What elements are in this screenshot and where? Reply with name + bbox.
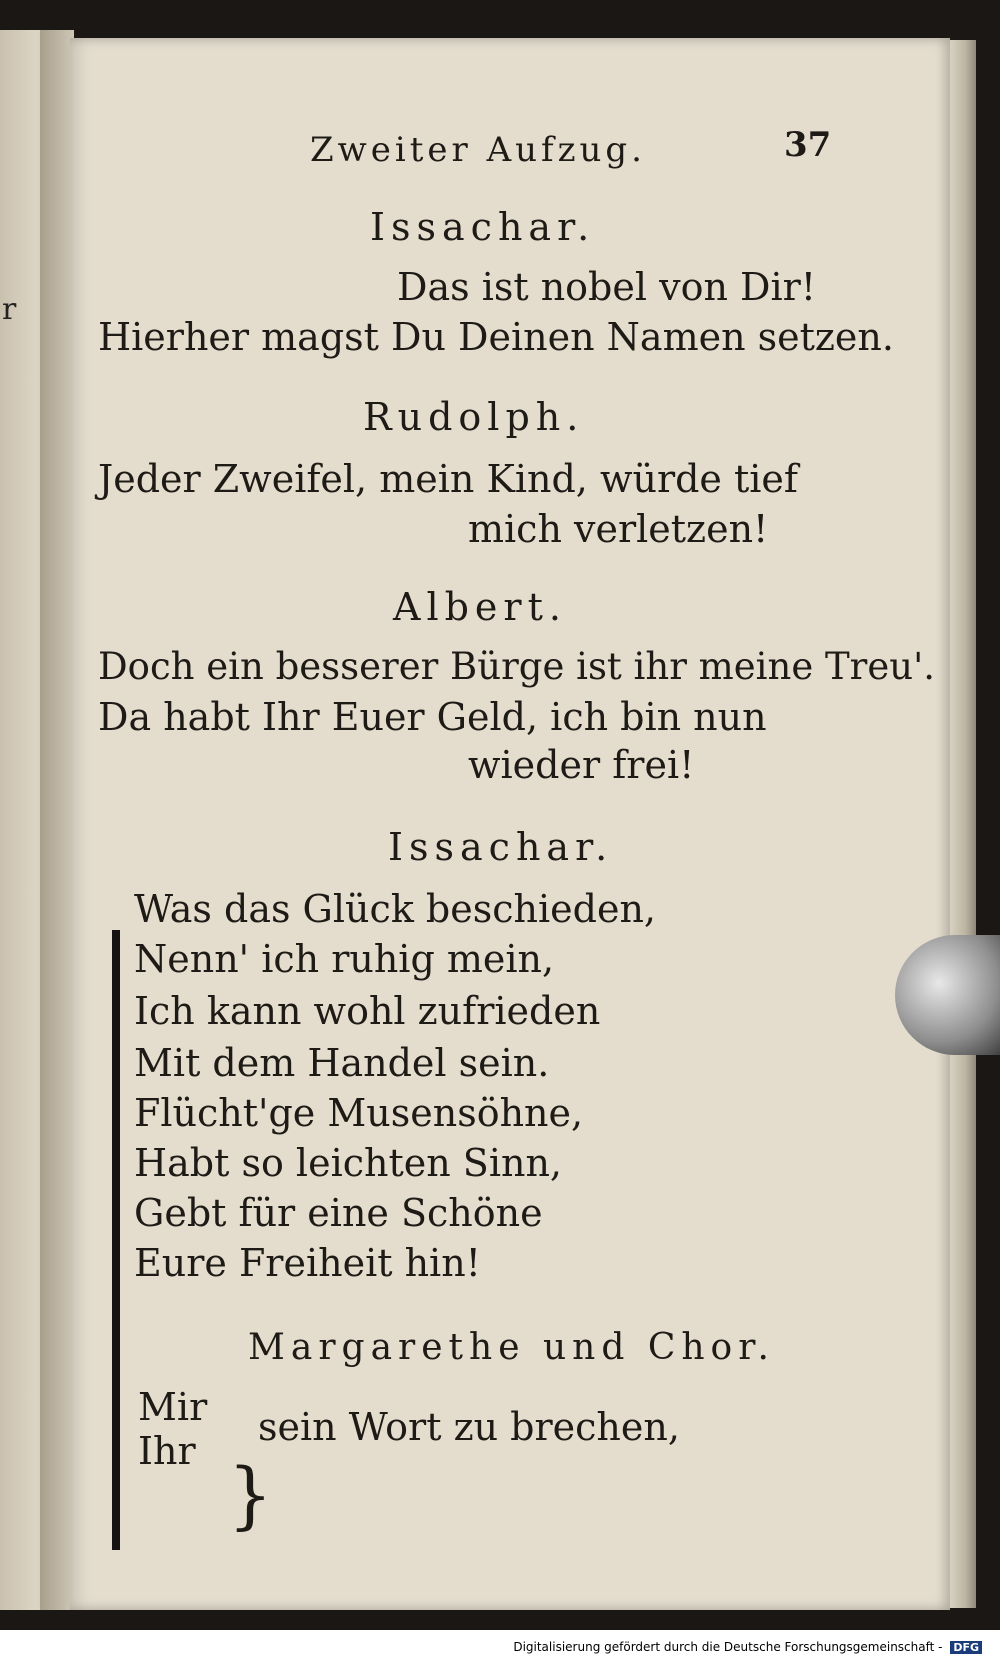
footer-credit [513, 1640, 982, 1654]
page-stack-edge [950, 40, 976, 1608]
song-line: Ich kann wohl zufrieden [134, 989, 601, 1033]
verse-line: mich verletzen! [468, 507, 769, 551]
speaker-variant-mir: Mir [138, 1385, 208, 1429]
verse-line: Hierher magst Du Deinen Namen setzen. [98, 315, 894, 359]
song-line: Habt so leichten Sinn, [134, 1141, 563, 1185]
footer-credit-text: Digitalisierung gefördert durch die Deutsche Forschungsgemeinschaft - [513, 1640, 943, 1654]
speaker-albert: Albert. [393, 585, 567, 629]
song-line: Flücht'ge Musensöhne, [134, 1091, 584, 1135]
book-gutter [40, 30, 74, 1610]
digitization-footer [0, 1630, 1000, 1665]
song-line: Eure Freiheit hin! [134, 1241, 481, 1285]
verse-line: Da habt Ihr Euer Geld, ich bin nun [98, 695, 767, 739]
speaker-issachar: Issachar. [388, 825, 614, 869]
speaker-margarethe-chor: Margarethe und Chor. [248, 1327, 775, 1368]
verse-line: wieder frei! [468, 743, 695, 787]
margin-bar [112, 930, 120, 1550]
verse-line: Jeder Zweifel, mein Kind, würde tief [98, 457, 798, 501]
song-line: Gebt für eine Schöne [134, 1191, 543, 1235]
song-line: Nenn' ich ruhig mein, [134, 937, 555, 981]
speaker-variant-ihr: Ihr [138, 1429, 196, 1473]
verse-line: Doch ein besserer Bürge ist ihr meine Treu'. [98, 645, 935, 688]
page-number: 37 [784, 125, 832, 165]
verse-line: Das ist nobel von Dir! [397, 265, 817, 309]
song-line: sein Wort zu brechen, [258, 1405, 680, 1449]
song-line: Was das Glück beschieden, [134, 887, 656, 931]
speaker-rudolph: Rudolph. [363, 395, 585, 439]
brace-symbol: } [228, 1451, 273, 1539]
song-line: Mit dem Handel sein. [134, 1041, 550, 1085]
facing-page-text: r [2, 292, 17, 327]
speaker-issachar: Issachar. [370, 205, 596, 249]
dfg-logo: DFG [950, 1641, 982, 1654]
running-header: Zweiter Aufzug. [310, 130, 646, 170]
